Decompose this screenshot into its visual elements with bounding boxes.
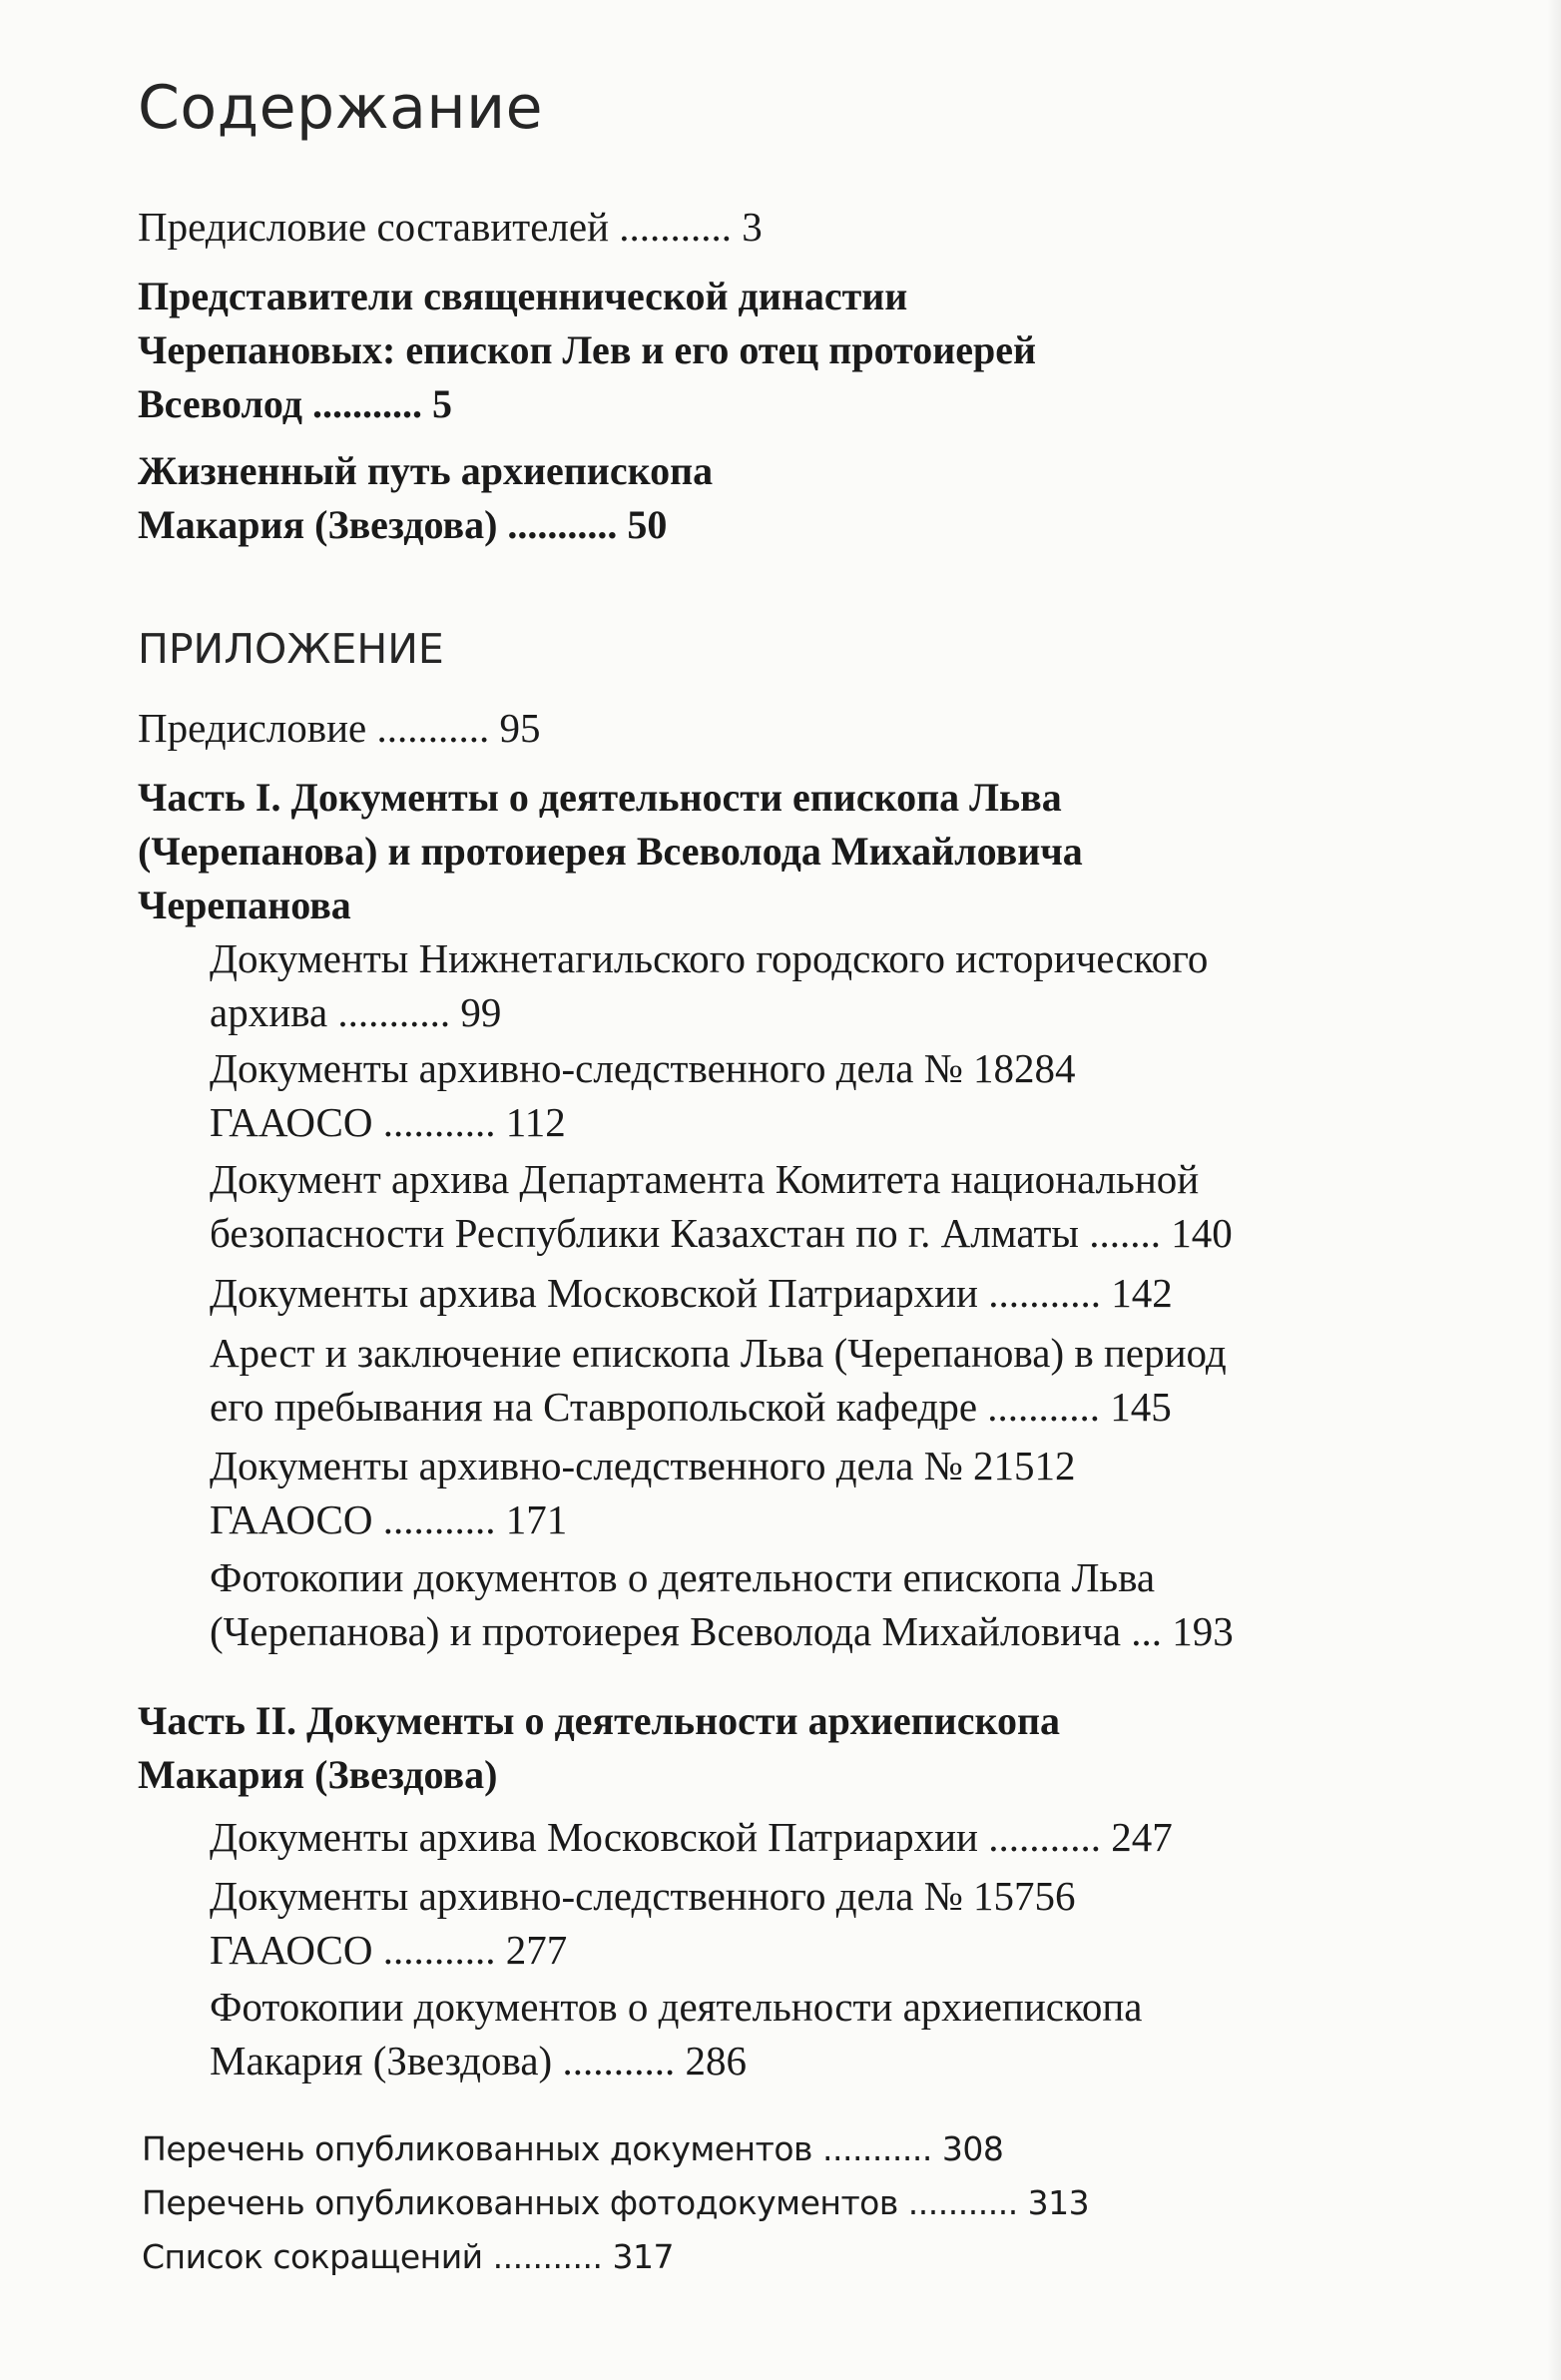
toc-list-published-documents: Перечень опубликованных документов ........... 308 (142, 2129, 1004, 2168)
toc-entry-line: Документы архивно-следственного дела № 18284 (210, 1045, 1076, 1091)
toc-entry-line: Представители священнической династии (138, 274, 908, 318)
toc-subentry (210, 1326, 1227, 1434)
toc-entry-line: Фотокопии документов о деятельности архиепископа (210, 1984, 1143, 2030)
toc-entry-line: Макария (Звездова) ........... 50 (138, 502, 668, 547)
toc-entry-line: Документ архива Департамента Комитета национальной (210, 1156, 1200, 1202)
toc-entry-line: его пребывания на Ставропольской кафедре ........... 145 (210, 1384, 1172, 1430)
toc-entry-line: безопасности Республики Казахстан по г. Алматы ....... 140 (210, 1210, 1233, 1256)
toc-entry-appendix-preface (138, 701, 540, 755)
toc-subentry (210, 1266, 1173, 1320)
toc-entry-line: Документы архива Московской Патриархии ........... 247 (210, 1814, 1173, 1860)
page-edge-shadow (1547, 0, 1561, 2380)
toc-entry-line: ГААОСО ........... 277 (210, 1927, 568, 1973)
part-heading-line: Черепанова (138, 883, 351, 927)
toc-subentry (210, 1980, 1142, 2087)
toc-entry-line: Предисловие составителей ........... 3 (138, 204, 763, 250)
toc-entry-line: ГААОСО ........... 112 (210, 1099, 566, 1145)
part1-heading (138, 771, 1083, 932)
toc-subentry (210, 1869, 1076, 1977)
toc-list-abbreviations: Список сокращений ........... 317 (142, 2237, 674, 2276)
toc-entry-line: (Черепанова) и протоиерея Всеволода Михайловича ... 193 (210, 1608, 1234, 1654)
toc-subentry (210, 1041, 1076, 1149)
toc-entry-line: архива ........... 99 (210, 989, 502, 1035)
part-heading-line: Часть I. Документы о деятельности епископа Льва (138, 775, 1062, 820)
toc-subentry (210, 1550, 1234, 1658)
toc-entry-line: ГААОСО ........... 171 (210, 1496, 568, 1542)
toc-entry-line: Документы архивно-следственного дела № 15756 (210, 1873, 1076, 1919)
part-heading-line: Часть II. Документы о деятельности архиепископа (138, 1698, 1061, 1743)
toc-subentry (210, 1810, 1173, 1864)
toc-entry-cherepanov-dynasty (138, 270, 1036, 431)
toc-entry-line: Всеволод ........... 5 (138, 381, 452, 426)
part-heading-line: Макария (Звездова) (138, 1752, 498, 1797)
toc-entry-line: Арест и заключение епископа Льва (Черепанова) в период (210, 1330, 1227, 1376)
toc-subentry (210, 1152, 1233, 1260)
toc-entry-preface-compilers (138, 200, 763, 254)
part-heading-line: (Черепанова) и протоиерея Всеволода Михайловича (138, 829, 1083, 874)
toc-entry-line: Документы Нижнетагильского городского исторического (210, 935, 1209, 981)
toc-entry-line: Макария (Звездова) ........... 286 (210, 2038, 747, 2083)
toc-entry-line: Жизненный путь архиепископа (138, 448, 714, 493)
toc-entry-makary-life (138, 444, 713, 552)
toc-subentry (210, 1439, 1076, 1546)
toc-subentry (210, 931, 1208, 1039)
toc-entry-line: Документы архивно-следственного дела № 21512 (210, 1443, 1076, 1488)
page-title: Содержание (138, 73, 544, 143)
part2-heading (138, 1694, 1060, 1802)
toc-entry-line: Фотокопии документов о деятельности епископа Льва (210, 1554, 1156, 1600)
toc-entry-line: Черепановых: епископ Лев и его отец протоиерей (138, 327, 1037, 372)
appendix-heading: ПРИЛОЖЕНИЕ (138, 625, 444, 673)
toc-entry-line: Документы архива Московской Патриархии ........... 142 (210, 1270, 1173, 1316)
toc-list-published-photodocuments: Перечень опубликованных фотодокументов ........... 313 (142, 2183, 1090, 2222)
toc-entry-line: Предисловие ........... 95 (138, 705, 541, 751)
